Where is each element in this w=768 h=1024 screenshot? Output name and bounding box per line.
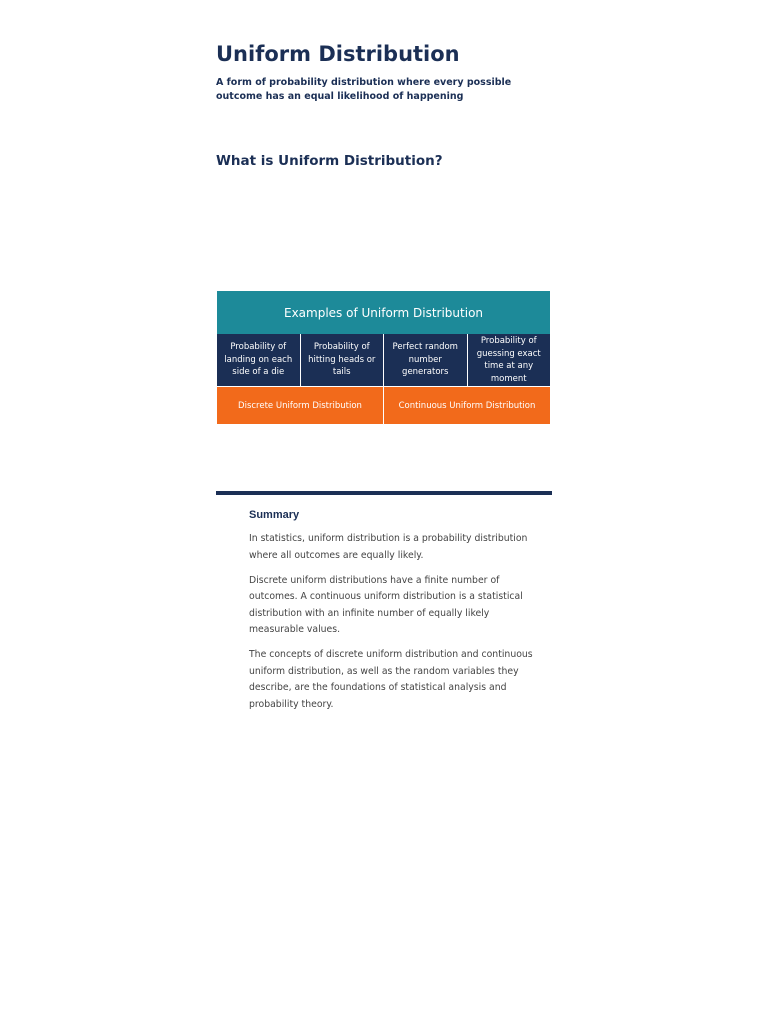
example-cell-guessing-time: Probability of guessing exact time at any moment	[468, 334, 551, 386]
summary-paragraph: The concepts of discrete uniform distribution and continuous uniform distribution, as well as the random variables they describe, are the foundations of statistical analysis and probability theory.	[249, 649, 533, 710]
page-subtitle: A form of probability distribution where every possible outcome has an equal likelihood of happening	[216, 77, 512, 102]
examples-table	[217, 291, 550, 424]
summary-heading: Summary	[249, 509, 300, 521]
example-cell-die: Probability of landing on each side of a die	[217, 334, 301, 386]
example-cell-coin: Probability of hitting heads or tails	[301, 334, 385, 386]
summary-body	[249, 531, 539, 722]
categories-row	[217, 386, 550, 424]
summary-paragraph: In statistics, uniform distribution is a probability distribution where all outcomes are equally likely.	[249, 533, 528, 561]
section-heading: What is Uniform Distribution?	[216, 153, 443, 169]
examples-row	[217, 334, 550, 386]
examples-table-title: Examples of Uniform Distribution	[217, 291, 550, 334]
page-title: Uniform Distribution	[216, 42, 460, 66]
summary-divider	[216, 491, 552, 495]
example-cell-random-generator: Perfect random number generators	[384, 334, 468, 386]
category-cell-discrete: Discrete Uniform Distribution	[217, 386, 384, 424]
category-cell-continuous: Continuous Uniform Distribution	[384, 386, 550, 424]
summary-paragraph: Discrete uniform distributions have a finite number of outcomes. A continuous uniform distribution is a statistical distribution with an infinite number of equally likely measurable values.	[249, 574, 523, 635]
